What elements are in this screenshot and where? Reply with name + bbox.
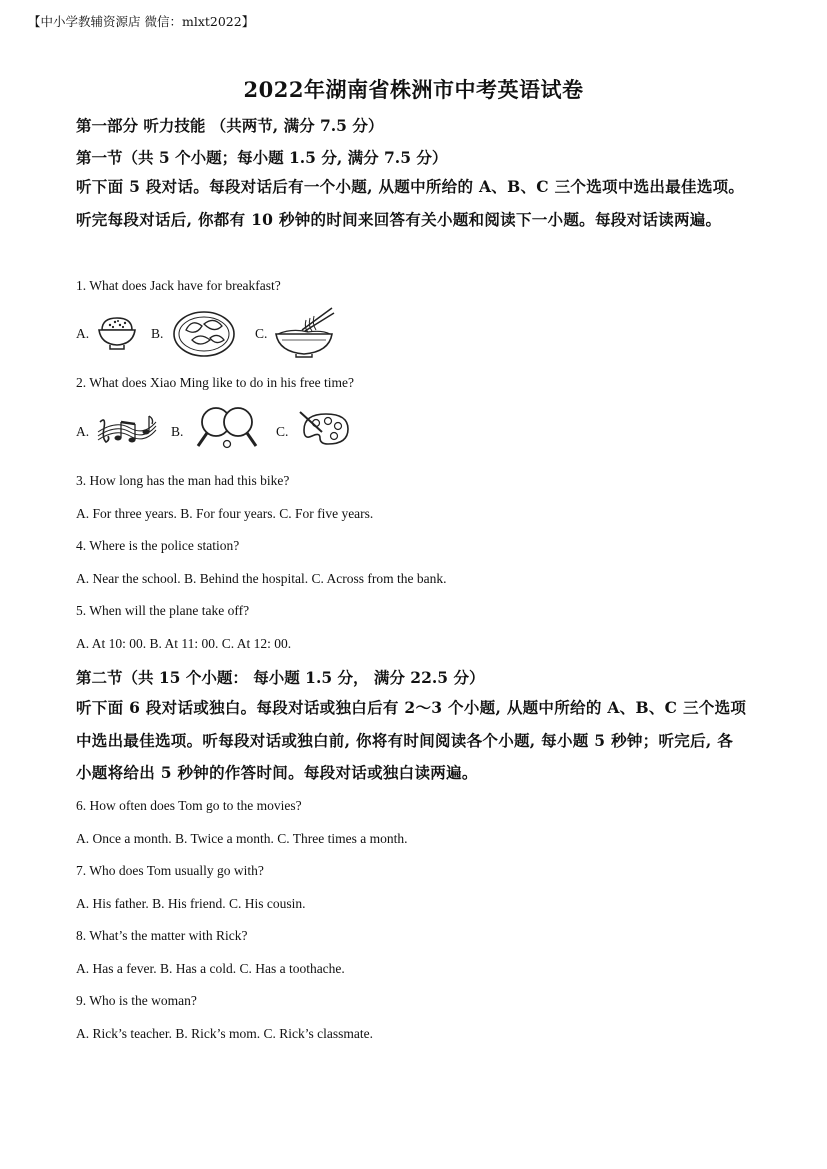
question-6-options: A. Once a month. B. Twice a month. C. Three times a month. (76, 831, 408, 846)
question-4: 4. Where is the police station? (76, 538, 240, 553)
option-c-label: C. (276, 424, 289, 439)
question-9: 9. Who is the woman? (76, 993, 197, 1008)
option-b-label: B. (171, 424, 184, 439)
watermark: 【中小学教辅资源店 微信：mlxt2022】 (28, 14, 255, 29)
music-notes-icon (96, 410, 158, 452)
question-7-options: A. His father. B. His friend. C. His cousin. (76, 896, 306, 911)
question-5: 5. When will the plane take off? (76, 603, 250, 618)
section2-instructions: 听下面 6 段对话或独白。每段对话或独白后有 2～3 个小题, 从题中所给的 A、B、C 三个选项中选出最佳选项。听每段对话或独白前, 你将有时间阅读各个小题, 每小题 5 秒钟；听完后, 各小题将给出 5 秒钟的作答时间。每段对话或独白读两遍。 (76, 698, 747, 782)
option-a-label: A. (76, 326, 90, 341)
question-9-options: A. Rick’s teacher. B. Rick’s mom. C. Rick’s classmate. (76, 1026, 373, 1041)
paint-palette-icon (298, 410, 352, 448)
option-b-label: B. (151, 326, 164, 341)
question-4-options: A. Near the school. B. Behind the hospital. C. Across from the bank. (76, 571, 447, 586)
question-1-options (76, 306, 356, 362)
question-5-options: A. At 10: 00. B. At 11: 00. C. At 12: 00. (76, 636, 292, 651)
question-2-options (76, 404, 356, 460)
rice-bowl-icon (96, 312, 138, 352)
question-1: 1. What does Jack have for breakfast? (76, 278, 281, 293)
ping-pong-paddles-icon (194, 404, 260, 454)
noodles-bowl-icon (272, 306, 336, 360)
page-title: 2022年湖南省株洲市中考英语试卷 (243, 77, 584, 102)
question-2: 2. What does Xiao Ming like to do in his free time? (76, 375, 354, 390)
section2-header: 第二节（共 15 个小题： 每小题 1.5 分， 满分 22.5 分） (76, 668, 485, 687)
question-6: 6. How often does Tom go to the movies? (76, 798, 302, 813)
section1-instructions: 听下面 5 段对话。每段对话后有一个小题, 从题中所给的 A、B、C 三个选项中选出最佳选项。听完每段对话后, 你都有 10 秒钟的时间来回答有关小题和阅读下一小题。每段对话读两遍。 (76, 177, 745, 229)
question-8-options: A. Has a fever. B. Has a cold. C. Has a toothache. (76, 961, 345, 976)
question-3-options: A. For three years. B. For four years. C. For five years. (76, 506, 374, 521)
option-c-label: C. (255, 326, 268, 341)
section1-header: 第一节（共 5 个小题；每小题 1.5 分, 满分 7.5 分） (76, 148, 448, 167)
part1-header: 第一部分 听力技能 （共两节, 满分 7.5 分） (76, 116, 384, 135)
question-8: 8. What’s the matter with Rick? (76, 928, 248, 943)
question-3: 3. How long has the man had this bike? (76, 473, 290, 488)
option-a-label: A. (76, 424, 90, 439)
dumplings-plate-icon (172, 308, 236, 358)
question-7: 7. Who does Tom usually go with? (76, 863, 264, 878)
